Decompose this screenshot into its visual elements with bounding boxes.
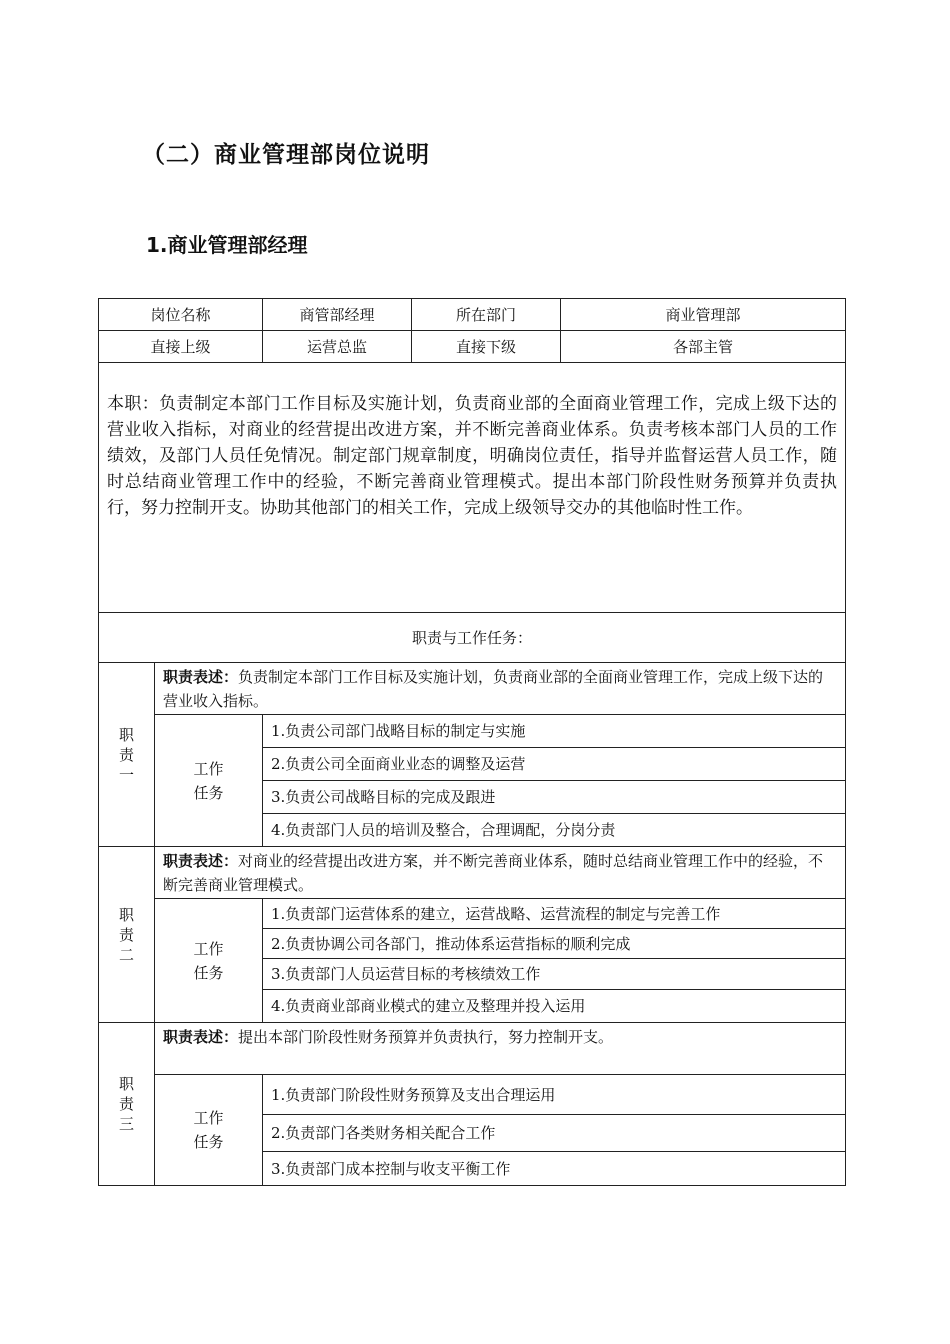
task-item: 4.负责部门人员的培训及整合，合理调配，分岗分责 bbox=[263, 814, 846, 847]
desc-label: 职责表述： bbox=[163, 668, 239, 686]
page-title: （二）商业管理部岗位说明 bbox=[142, 142, 430, 168]
main-duty-text: 本职：负责制定本部门工作目标及实施计划，负责商业部的全面商业管理工作，完成上级下达的营业收入指标，对商业的经营提出改进方案，并不断完善商业体系。负责考核本部门人员的工作绩效，及部门人员任免情况。制定部门规章制度，明确岗位责任，指导并监督运营人员工作，随时总结商业管理工作中的经验，不断完善商业管理模式。提出本部门阶段性财务预算并负责执行，努力控制开支。协助其他部门的相关工作，完成上级领导交办的其他临时性工作。 bbox=[99, 363, 846, 613]
duty-description: 职责表述：提出本部门阶段性财务预算并负责执行，努力控制开支。 bbox=[155, 1023, 846, 1075]
table-row bbox=[99, 331, 846, 363]
task-item: 3.负责部门成本控制与收支平衡工作 bbox=[263, 1152, 846, 1186]
table-row bbox=[99, 299, 846, 331]
table-row bbox=[99, 363, 846, 613]
task-label: 工作 任务 bbox=[155, 1075, 263, 1186]
cell-label-department: 所在部门 bbox=[412, 299, 561, 331]
task-item: 4.负责商业部商业模式的建立及整理并投入运用 bbox=[263, 990, 846, 1023]
cell-label-superior: 直接上级 bbox=[99, 331, 263, 363]
table-row bbox=[99, 715, 846, 748]
task-item: 2.负责公司全面商业业态的调整及运营 bbox=[263, 748, 846, 781]
table-row bbox=[99, 899, 846, 929]
cell-position: 商管部经理 bbox=[263, 299, 412, 331]
cell-superior: 运营总监 bbox=[263, 331, 412, 363]
job-description-table bbox=[98, 298, 846, 1186]
duty-name: 职 责 二 bbox=[99, 847, 155, 1023]
desc-label: 职责表述： bbox=[163, 852, 239, 870]
desc-label: 职责表述： bbox=[163, 1028, 239, 1046]
task-item: 2.负责部门各类财务相关配合工作 bbox=[263, 1115, 846, 1152]
section-subtitle: 1.商业管理部经理 bbox=[146, 233, 308, 257]
cell-label-position: 岗位名称 bbox=[99, 299, 263, 331]
task-label: 工作 任务 bbox=[155, 899, 263, 1023]
task-item: 3.负责部门人员运营目标的考核绩效工作 bbox=[263, 959, 846, 990]
task-label: 工作 任务 bbox=[155, 715, 263, 847]
task-item: 1.负责公司部门战略目标的制定与实施 bbox=[263, 715, 846, 748]
cell-department: 商业管理部 bbox=[561, 299, 846, 331]
task-item: 3.负责公司战略目标的完成及跟进 bbox=[263, 781, 846, 814]
cell-subordinate: 各部主管 bbox=[561, 331, 846, 363]
table-row bbox=[99, 613, 846, 663]
table-row bbox=[99, 1075, 846, 1115]
cell-label-subordinate: 直接下级 bbox=[412, 331, 561, 363]
task-item: 2.负责协调公司各部门，推动体系运营指标的顺利完成 bbox=[263, 929, 846, 959]
table-row bbox=[99, 663, 846, 715]
duty-description: 职责表述：对商业的经营提出改进方案，并不断完善商业体系，随时总结商业管理工作中的经验，不断完善商业管理模式。 bbox=[155, 847, 846, 899]
section-header: 职责与工作任务： bbox=[99, 613, 846, 663]
table-row bbox=[99, 847, 846, 899]
duty-description: 职责表述：负责制定本部门工作目标及实施计划，负责商业部的全面商业管理工作，完成上级下达的营业收入指标。 bbox=[155, 663, 846, 715]
duty-name: 职 责 三 bbox=[99, 1023, 155, 1186]
duty-name: 职 责 一 bbox=[99, 663, 155, 847]
table-row bbox=[99, 1023, 846, 1075]
task-item: 1.负责部门阶段性财务预算及支出合理运用 bbox=[263, 1075, 846, 1115]
task-item: 1.负责部门运营体系的建立，运营战略、运营流程的制定与完善工作 bbox=[263, 899, 846, 929]
